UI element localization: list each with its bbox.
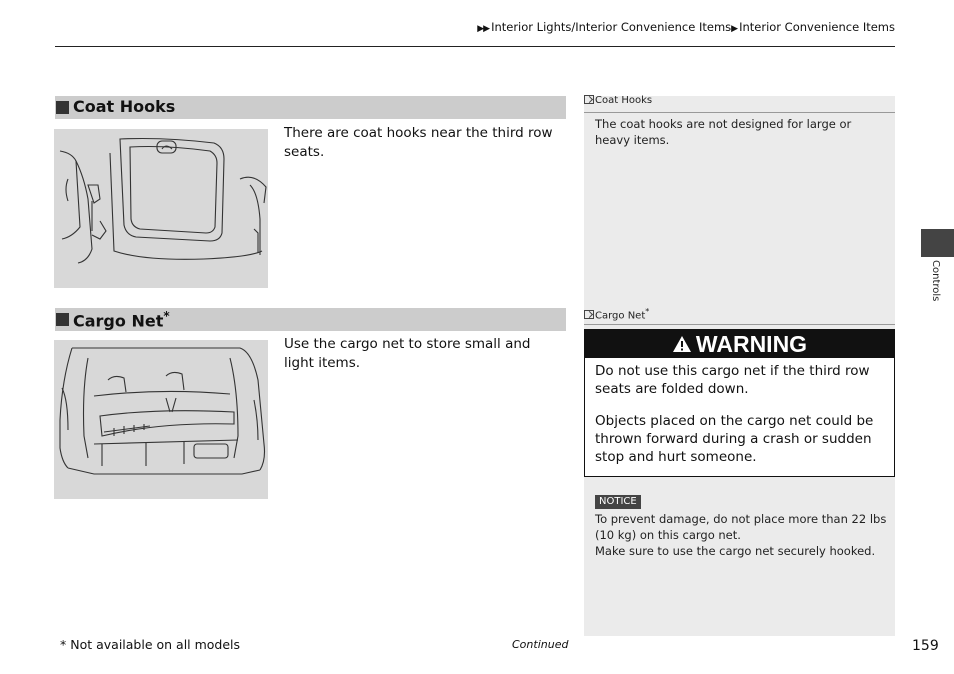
square-bullet-icon: [56, 313, 69, 326]
warning-body: [585, 358, 894, 466]
warning-triangle-icon: [672, 335, 692, 353]
section-header-cargo-net: [55, 308, 566, 331]
page-number: 159: [912, 638, 939, 654]
header-divider: [55, 46, 895, 47]
section-title: Cargo Net*: [73, 309, 170, 331]
notice-text: [595, 511, 887, 559]
warning-paragraph: Objects placed on the cargo net could be thrown forward during a crash or sudden stop and hurt someone.: [595, 413, 874, 465]
coat-hooks-note: The coat hooks are not designed for large or heavy items.: [595, 117, 852, 147]
coat-hooks-illustration: [54, 129, 268, 288]
footnote: * Not available on all models: [60, 637, 241, 652]
notice-badge: NOTICE: [595, 495, 641, 509]
breadcrumb-item: Interior Convenience Items: [739, 20, 895, 34]
coat-hooks-drawing: [54, 129, 268, 288]
triangle-right-icon: ▶: [731, 24, 738, 34]
section-header-coat-hooks: [55, 96, 566, 119]
side-note-divider: [584, 112, 895, 113]
reference-arrow-icon: [584, 95, 594, 104]
breadcrumb-item: Interior Lights/Interior Convenience Items: [491, 20, 732, 34]
triangle-right-icon: ▶▶: [477, 24, 490, 34]
breadcrumb: [477, 20, 895, 34]
warning-title: WARNING: [695, 331, 808, 357]
reference-arrow-icon: [584, 310, 594, 319]
cargo-net-description: Use the cargo net to store small and light items.: [284, 336, 531, 371]
warning-box: [584, 329, 895, 477]
warning-header: [585, 330, 894, 358]
notice-line: To prevent damage, do not place more than 22 lbs (10 kg) on this cargo net.: [595, 512, 887, 542]
coat-hooks-description: There are coat hooks near the third row seats.: [284, 125, 553, 160]
chapter-tab-label: Controls: [930, 260, 941, 302]
warning-paragraph: Do not use this cargo net if the third row seats are folded down.: [595, 363, 870, 397]
cargo-net-drawing: [54, 340, 268, 499]
notice-line: Make sure to use the cargo net securely hooked.: [595, 544, 876, 558]
availability-asterisk: *: [163, 309, 170, 323]
square-bullet-icon: [56, 101, 69, 114]
side-note-label-coat-hooks: Coat Hooks: [584, 95, 652, 106]
section-title: Coat Hooks: [73, 97, 176, 116]
cargo-net-illustration: [54, 340, 268, 499]
continued-label: Continued: [512, 638, 569, 651]
side-note-divider: [584, 324, 895, 325]
side-note-label-cargo-net: Cargo Net*: [584, 307, 649, 321]
chapter-tab[interactable]: [921, 229, 954, 257]
